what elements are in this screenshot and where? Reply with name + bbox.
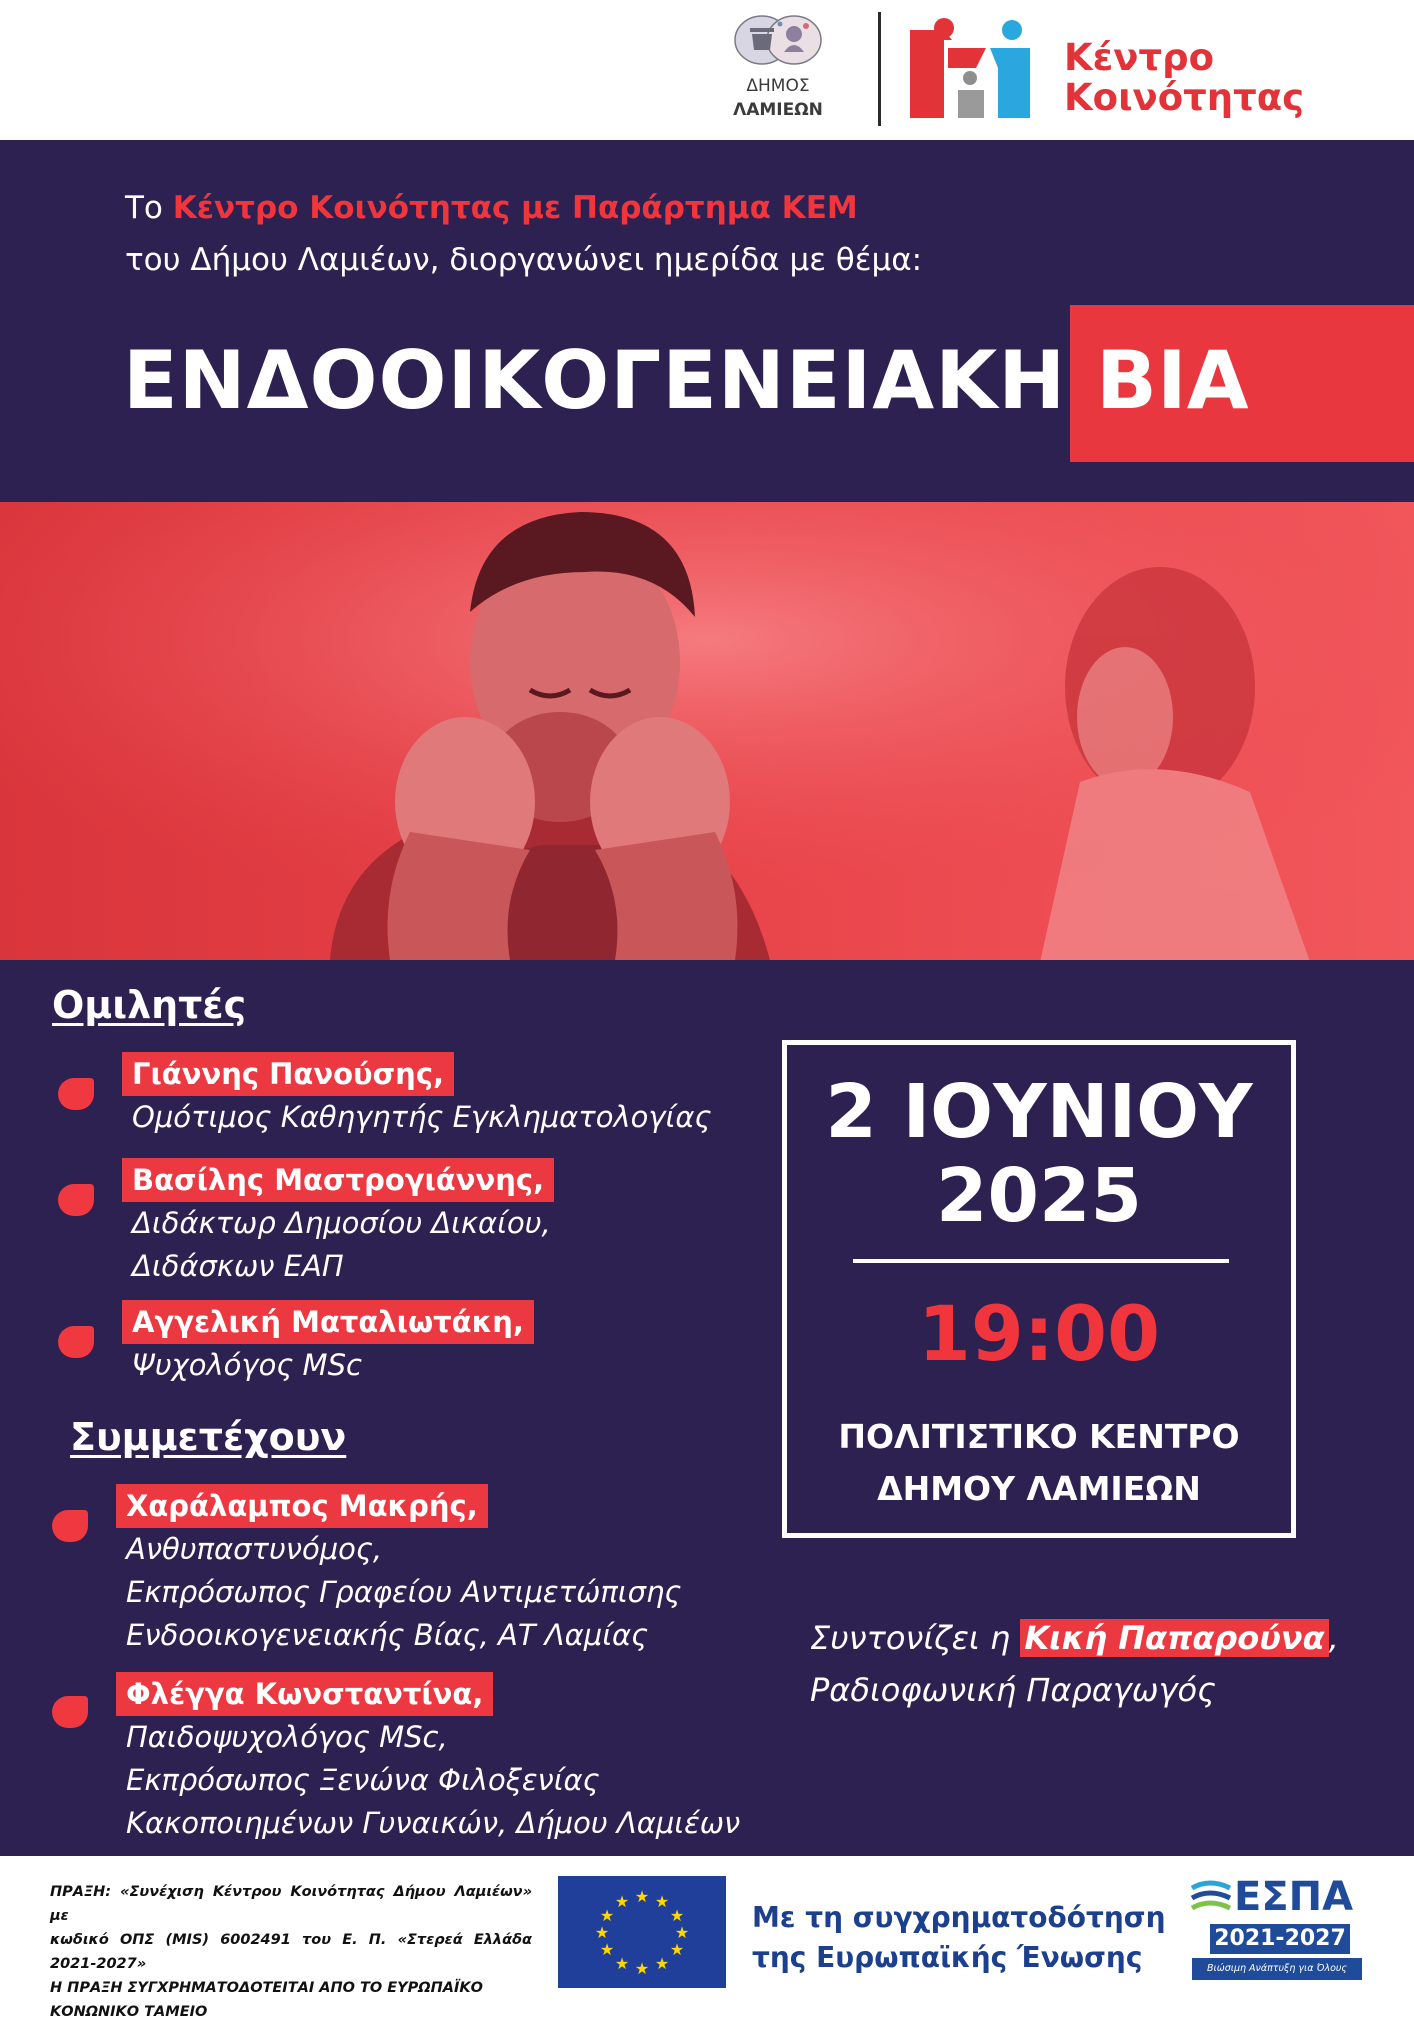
- svg-text:★: ★: [614, 1892, 630, 1911]
- svg-text:★: ★: [634, 1887, 650, 1906]
- event-venue-line1: ΠΟΛΙΤΙΣΤΙΚΟ ΚΕΝΤΡΟ: [838, 1417, 1240, 1456]
- community-center-name: [1064, 38, 1304, 118]
- speaker-description-line: Ψυχολόγος MSc: [132, 1348, 362, 1382]
- participant-description: [126, 1716, 740, 1845]
- participant-description-line: Παιδοψυχολόγος MSc,: [126, 1720, 448, 1754]
- participant-description-line: Κακοποιημένων Γυναικών, Δήμου Λαμιέων: [126, 1806, 741, 1840]
- bullet-drop-icon: [58, 1326, 94, 1358]
- event-time: 19:00: [918, 1289, 1160, 1378]
- speaker-description-line: Διδάσκων ΕΑΠ: [132, 1249, 344, 1283]
- eu-cofunding-text: [752, 1898, 1166, 1978]
- espa-title: ΕΣΠΑ: [1234, 1874, 1354, 1920]
- municipality-name-line1: ΔΗΜΟΣ: [746, 76, 810, 96]
- speaker-description-line: Διδάκτωρ Δημοσίου Δικαίου,: [132, 1206, 551, 1240]
- eu-cofunding-line1: Με τη συγχρηματοδότηση: [752, 1901, 1166, 1934]
- coordinator: [810, 1612, 1339, 1716]
- espa-years: 2021-2027: [1210, 1924, 1350, 1954]
- svg-text:★: ★: [654, 1892, 670, 1911]
- footer: [0, 1856, 1414, 2020]
- speaker-name: Αγγελική Ματαλιωτάκη,: [122, 1300, 534, 1344]
- svg-text:★: ★: [669, 1906, 685, 1925]
- municipality-emblem-icon: [732, 12, 824, 68]
- espa-wave-icon: [1190, 1878, 1232, 1918]
- municipality-name: [718, 74, 838, 122]
- funding-statement: [50, 1880, 532, 2024]
- participant-description: [126, 1528, 681, 1657]
- intro-band: [0, 140, 1414, 502]
- svg-text:★: ★: [669, 1940, 685, 1959]
- intro-line1: [125, 182, 922, 234]
- participant-name: Χαράλαμπος Μακρής,: [116, 1484, 488, 1528]
- participant-item: [116, 1672, 776, 1852]
- speaker-description: [132, 1202, 551, 1288]
- bullet-drop-icon: [52, 1510, 88, 1542]
- event-venue: [787, 1411, 1291, 1515]
- event-title-main: ΕΝΔΟΟΙΚΟΓΕΝΕΙΑΚΗ: [123, 334, 1067, 427]
- event-date-box: [782, 1040, 1296, 1538]
- svg-text:★: ★: [599, 1906, 615, 1925]
- participant-name: Φλέγγα Κωνσταντίνα,: [116, 1672, 493, 1716]
- bullet-drop-icon: [58, 1184, 94, 1216]
- coordinator-suffix: ,: [1328, 1619, 1339, 1657]
- date-divider: [853, 1259, 1229, 1263]
- coordinator-line1: [810, 1612, 1339, 1664]
- espa-slogan: Βιώσιμη Ανάπτυξη για Όλους: [1192, 1958, 1362, 1980]
- participant-description-line: Ενδοοικογενειακής Βίας, ΑΤ Λαμίας: [126, 1618, 649, 1652]
- details-band: [0, 960, 1414, 1856]
- participant-description-line: Εκπρόσωπος Γραφείου Αντιμετώπισης: [126, 1575, 682, 1609]
- speaker-name: Βασίλης Μαστρογιάννης,: [122, 1158, 554, 1202]
- participant-item: [116, 1484, 756, 1664]
- funding-line1: ΠΡΑΞΗ: «Συνέχιση Κέντρου Κοινότητας Δήμου Λαμιέων» με: [50, 1884, 532, 1924]
- funding-line3: Η ΠΡΑΞΗ ΣΥΓΧΡΗΜΑΤΟΔΟΤΕΙΤΑΙ ΑΠΟ ΤΟ ΕΥΡΩΠΑΪΚΟ: [50, 1980, 483, 1996]
- event-venue-line2: ΔΗΜΟΥ ΛΑΜΙΕΩΝ: [877, 1469, 1201, 1508]
- event-date-year: 2025: [936, 1153, 1142, 1239]
- participant-description-line: Εκπρόσωπος Ξενώνα Φιλοξενίας: [126, 1763, 600, 1797]
- community-center-logo-icon: [906, 18, 1052, 126]
- event-title-accent: ΒΙΑ: [1096, 334, 1249, 427]
- coordinator-role: Ραδιοφωνική Παραγωγός: [810, 1671, 1216, 1709]
- speaker-name: Γιάννης Πανούσης,: [122, 1052, 454, 1096]
- speaker-item: [122, 1158, 722, 1298]
- hero-photo: [0, 502, 1414, 960]
- municipality-name-line2: ΛΑΜΙΕΩΝ: [733, 100, 823, 120]
- participants-heading: Συμμετέχουν: [70, 1415, 347, 1459]
- municipality-logo: [718, 12, 838, 130]
- speaker-item: [122, 1300, 722, 1400]
- community-center-name-line1: Κέντρο: [1064, 36, 1214, 79]
- organizer-name: Κέντρο Κοινότητας με Παράρτημα ΚΕΜ: [172, 190, 858, 226]
- speaker-item: [122, 1052, 722, 1152]
- intro-text: [125, 182, 922, 286]
- svg-text:★: ★: [634, 1959, 650, 1978]
- eu-cofunding-line2: της Ευρωπαϊκής Ένωσης: [752, 1941, 1143, 1974]
- hero-photo-illustration: [0, 502, 1414, 960]
- speaker-description: [132, 1344, 362, 1387]
- community-center-logo: [906, 18, 1366, 126]
- bullet-drop-icon: [58, 1078, 94, 1110]
- funding-line4: ΚΟΝΩΝΙΚΟ ΤΑΜΕΙΟ: [50, 2004, 208, 2020]
- participant-description-line: Ανθυπαστυνόμος,: [126, 1532, 383, 1566]
- community-center-name-line2: Κοινότητας: [1064, 76, 1305, 119]
- header-divider: [878, 12, 881, 126]
- header: [0, 0, 1414, 140]
- svg-text:★: ★: [599, 1940, 615, 1959]
- espa-logo: [1190, 1874, 1366, 1986]
- coordinator-prefix: Συντονίζει η: [810, 1619, 1021, 1657]
- eu-flag-icon: [558, 1876, 726, 1988]
- event-date-day: 2 ΙΟΥΝΙΟΥ: [825, 1069, 1253, 1155]
- funding-line2: κωδικό ΟΠΣ (MIS) 6002491 του Ε. Π. «Στερεά Ελλάδα 2021-2027»: [50, 1932, 532, 1972]
- svg-text:★: ★: [654, 1954, 670, 1973]
- svg-text:★: ★: [594, 1923, 610, 1942]
- intro-line2: του Δήμου Λαμιέων, διοργανώνει ημερίδα με θέμα:: [125, 242, 923, 278]
- intro-prefix: Το: [125, 190, 173, 226]
- bullet-drop-icon: [52, 1696, 88, 1728]
- coordinator-name: Κική Παπαρούνα: [1020, 1619, 1328, 1657]
- svg-text:★: ★: [674, 1923, 690, 1942]
- speaker-description-line: Ομότιμος Καθηγητής Εγκληματολογίας: [132, 1100, 712, 1134]
- speaker-description: [132, 1096, 712, 1139]
- speakers-heading: Ομιλητές: [52, 983, 247, 1027]
- svg-text:★: ★: [614, 1954, 630, 1973]
